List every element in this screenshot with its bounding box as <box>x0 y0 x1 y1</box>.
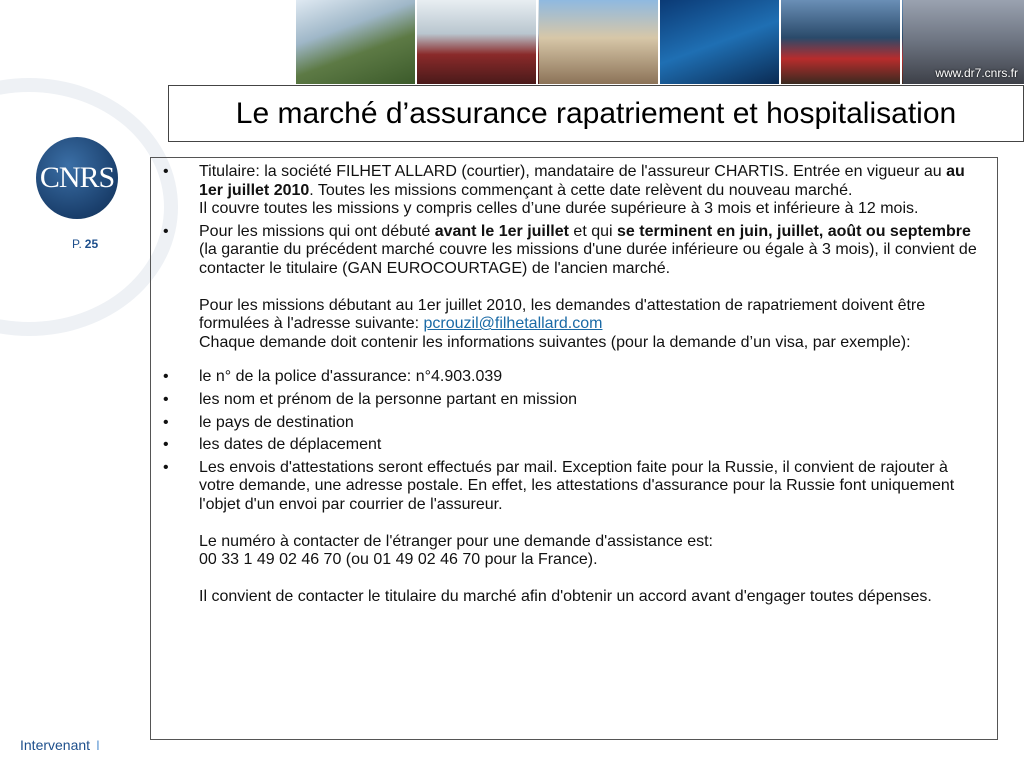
bullet-dot: • <box>163 390 169 408</box>
banner-separator <box>658 0 660 84</box>
bullet-dot: • <box>163 163 169 180</box>
banner-separator <box>536 0 538 84</box>
banner-photo-sampling <box>539 0 660 84</box>
banner-separator <box>779 0 781 84</box>
bullet-dot: • <box>163 436 169 454</box>
bullet-missions: • Pour les missions qui ont débuté avant le 1er juillet et qui se terminent en juin, juillet, août ou septembre (la garantie du précédent marché couvre les missions d'une durée inférieure ou égale à 3 mois), il convient de contacter le titulaire (GAN EUROCOURTAGE) de l'ancien marché. Pour les missions débutant au 1er juillet 2010, les demandes d'attestation de rapatriement doivent être formulées à l'adresse suivante: pcrouzil@filhetallard.com Chaque demande doit contenir les informations suivantes (pour la demande d’un visa, par exemple): <box>159 223 987 353</box>
info-item: • les dates de déplacement <box>159 436 987 455</box>
photo-banner <box>296 0 1024 84</box>
slide-title-box <box>168 85 1024 142</box>
bullet-dot: • <box>163 368 169 386</box>
banner-separator <box>415 0 417 84</box>
slide-content <box>150 157 998 740</box>
logo-text: CNRS <box>39 161 115 194</box>
bullet-dot: • <box>163 458 169 476</box>
page-number: P. 25 <box>72 237 99 251</box>
slide-title: Le marché d’assurance rapatriement et hospitalisation <box>235 96 957 130</box>
banner-photo-penguins <box>781 0 902 84</box>
info-item: • les nom et prénom de la personne partant en mission <box>159 391 987 410</box>
bullet-titulaire: • Titulaire: la société FILHET ALLARD (courtier), mandataire de l'assureur CHARTIS. Entrée en vigueur au au 1er juillet 2010. Toutes les missions commençant à cette date relèvent du nouveau marché. Il couvre toutes les missions y compris celles d’une durée supérieure à 3 mois et inférieure à 12 mois. <box>159 163 987 219</box>
bullet-envois: • Les envois d'attestations seront effectués par mail. Exception faite pour la Russie, il convient de rajouter à votre demande, une adresse postale. En effet, les attestations d'assurance pour la Russie font uniquement l'objet d'un envoi par courrier de l'assureur. Le numéro à contacter de l'étranger pour une demande d'assistance est: 00 33 1 49 02 46 70 (ou 01 49 02 46 70 pour la France). Il convient de contacter le titulaire du marché afin d'obtenir un accord avant d'engager toutes dépenses. <box>159 459 987 607</box>
cnrs-logo <box>36 137 118 219</box>
banner-photo-researcher <box>417 0 538 84</box>
banner-separator <box>900 0 902 84</box>
bullet-dot: • <box>163 222 169 240</box>
info-item: • le n° de la police d'assurance: n°4.903.039 <box>159 368 987 387</box>
banner-photo-lab <box>660 0 781 84</box>
bullet-dot: • <box>163 413 169 431</box>
info-item: • le pays de destination <box>159 414 987 433</box>
site-url: www.dr7.cnrs.fr <box>935 66 1018 80</box>
presenter-label: Intervenant I <box>20 737 100 753</box>
banner-photo-fieldwork <box>296 0 417 84</box>
email-link[interactable]: pcrouzil@filhetallard.com <box>423 315 603 333</box>
